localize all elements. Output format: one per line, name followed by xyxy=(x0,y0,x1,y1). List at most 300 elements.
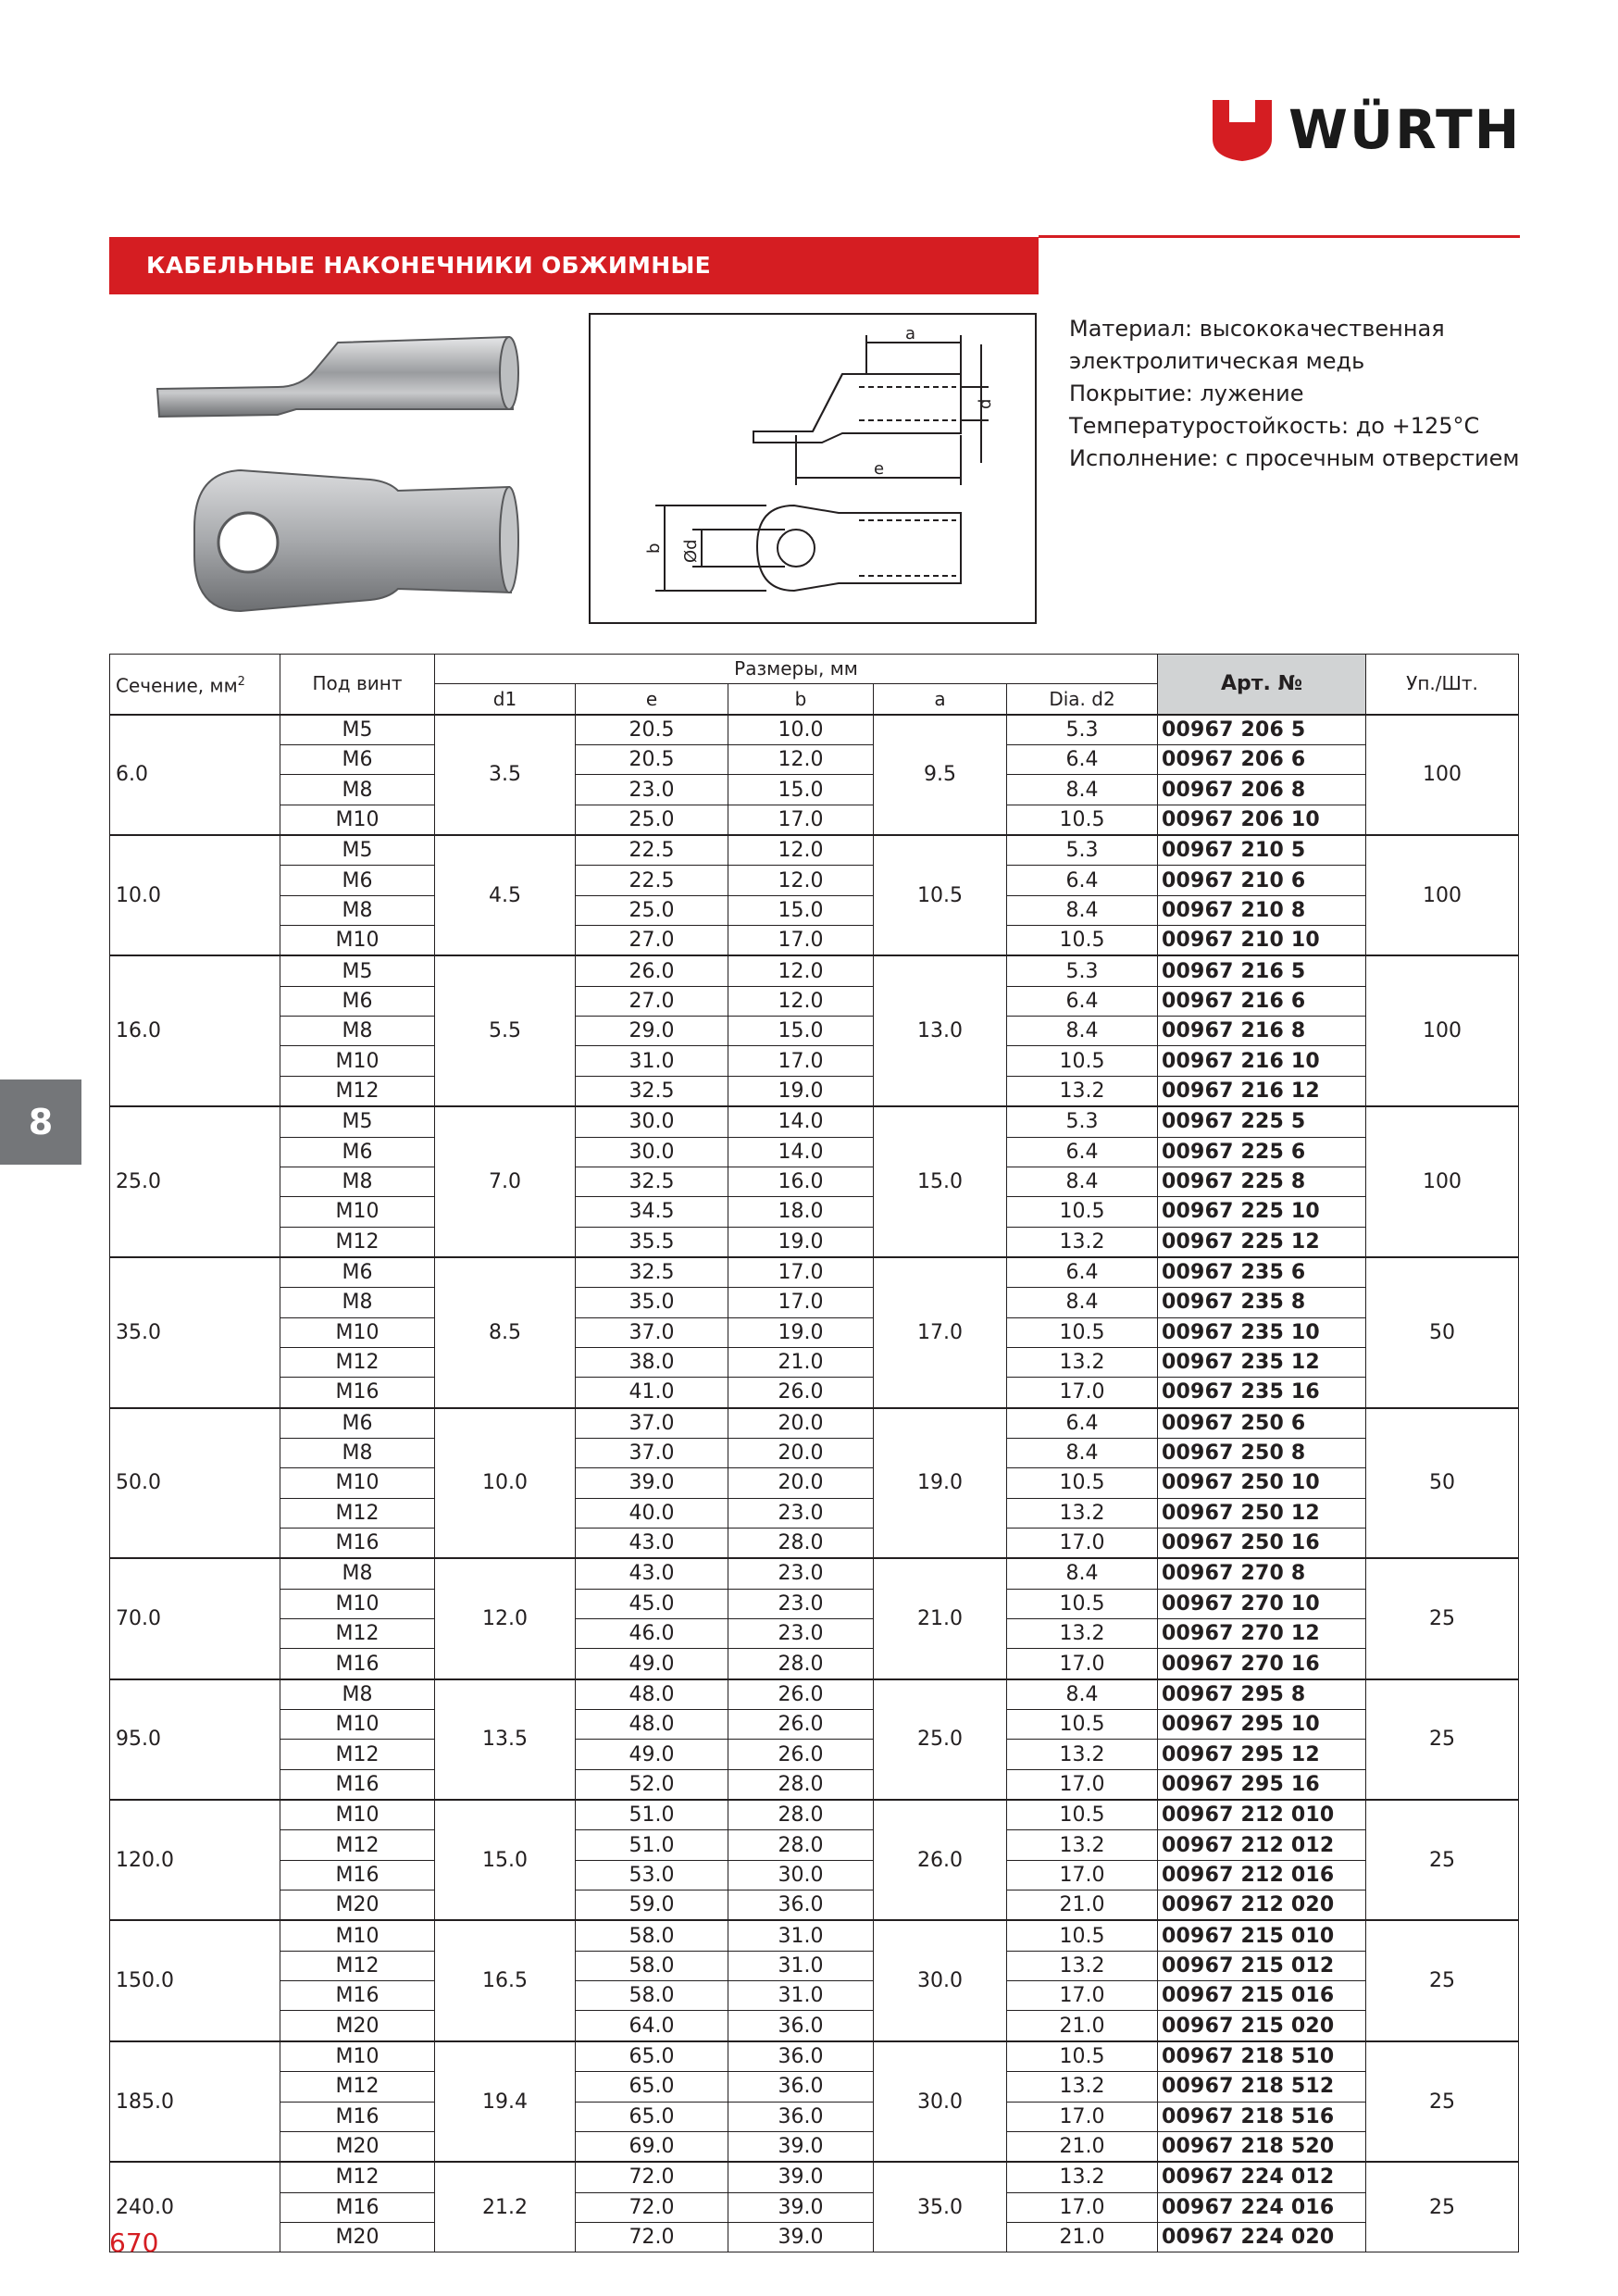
cell-art: 00967 250 8 xyxy=(1158,1438,1366,1467)
cell-b: 14.0 xyxy=(728,1137,874,1167)
table-row xyxy=(110,1558,1519,1589)
cell-art: 00967 215 016 xyxy=(1158,1981,1366,2011)
table-row xyxy=(110,2131,1519,2162)
cell-e: 32.5 xyxy=(576,1167,728,1196)
cell-b: 23.0 xyxy=(728,1619,874,1649)
table-row xyxy=(110,1769,1519,1800)
cell-screw: M20 xyxy=(280,2131,435,2162)
cell-screw: M8 xyxy=(280,895,435,925)
cell-d2: 13.2 xyxy=(1007,1619,1158,1649)
table-row xyxy=(110,2072,1519,2102)
cell-screw: M16 xyxy=(280,2192,435,2222)
cell-art: 00967 235 12 xyxy=(1158,1347,1366,1377)
cell-d2: 17.0 xyxy=(1007,1981,1158,2011)
table-row xyxy=(110,1378,1519,1408)
cell-e: 64.0 xyxy=(576,2011,728,2041)
cell-screw: M10 xyxy=(280,1710,435,1740)
cell-art: 00967 212 020 xyxy=(1158,1890,1366,1921)
cell-d2: 17.0 xyxy=(1007,1649,1158,1679)
table-row xyxy=(110,1227,1519,1257)
cell-d2: 17.0 xyxy=(1007,1769,1158,1800)
product-photo xyxy=(139,306,546,620)
table-row xyxy=(110,1498,1519,1528)
cell-d1: 12.0 xyxy=(435,1558,576,1678)
cell-a: 17.0 xyxy=(874,1257,1007,1408)
cell-d2: 10.5 xyxy=(1007,1589,1158,1618)
cell-d2: 13.2 xyxy=(1007,2162,1158,2192)
cell-d2: 17.0 xyxy=(1007,1528,1158,1558)
cell-a: 10.5 xyxy=(874,835,1007,955)
cell-e: 46.0 xyxy=(576,1619,728,1649)
cell-screw: M16 xyxy=(280,1649,435,1679)
cell-screw: M6 xyxy=(280,1257,435,1288)
cell-art: 00967 250 12 xyxy=(1158,1498,1366,1528)
cell-b: 28.0 xyxy=(728,1528,874,1558)
label-b: b xyxy=(644,543,664,554)
cell-art: 00967 212 016 xyxy=(1158,1860,1366,1890)
cell-e: 20.5 xyxy=(576,745,728,775)
cell-e: 48.0 xyxy=(576,1710,728,1740)
cell-d2: 13.2 xyxy=(1007,2072,1158,2102)
cell-d2: 10.5 xyxy=(1007,1317,1158,1347)
cell-e: 65.0 xyxy=(576,2041,728,2072)
cell-b: 17.0 xyxy=(728,1288,874,1317)
cell-d2: 13.2 xyxy=(1007,1951,1158,1980)
cell-art: 00967 216 8 xyxy=(1158,1017,1366,1046)
table-body xyxy=(110,715,1519,2252)
cell-screw: M8 xyxy=(280,1558,435,1589)
cell-screw: M6 xyxy=(280,1137,435,1167)
cell-d1: 4.5 xyxy=(435,835,576,955)
table-row xyxy=(110,1981,1519,2011)
table-row xyxy=(110,1076,1519,1106)
table-row xyxy=(110,835,1519,866)
wurth-logo-mark xyxy=(1209,96,1276,163)
cell-e: 59.0 xyxy=(576,1890,728,1921)
cell-b: 36.0 xyxy=(728,2041,874,2072)
cell-b: 12.0 xyxy=(728,835,874,866)
table-row xyxy=(110,895,1519,925)
cell-art: 00967 270 10 xyxy=(1158,1589,1366,1618)
cell-pack: 100 xyxy=(1366,715,1519,835)
cell-b: 12.0 xyxy=(728,955,874,986)
cell-e: 31.0 xyxy=(576,1046,728,1076)
cell-e: 53.0 xyxy=(576,1860,728,1890)
cell-e: 25.0 xyxy=(576,805,728,835)
cell-d2: 6.4 xyxy=(1007,866,1158,895)
table-row xyxy=(110,1438,1519,1467)
cell-e: 45.0 xyxy=(576,1589,728,1618)
cell-b: 15.0 xyxy=(728,1017,874,1046)
cell-d2: 5.3 xyxy=(1007,835,1158,866)
cell-b: 23.0 xyxy=(728,1498,874,1528)
cell-screw: M20 xyxy=(280,2222,435,2252)
cell-d2: 17.0 xyxy=(1007,1378,1158,1408)
cell-e: 43.0 xyxy=(576,1558,728,1589)
cell-b: 18.0 xyxy=(728,1197,874,1227)
cell-screw: M6 xyxy=(280,1408,435,1439)
cell-d2: 13.2 xyxy=(1007,1227,1158,1257)
cell-d2: 8.4 xyxy=(1007,1558,1158,1589)
cell-e: 35.0 xyxy=(576,1288,728,1317)
cell-d2: 10.5 xyxy=(1007,1468,1158,1498)
cell-b: 12.0 xyxy=(728,745,874,775)
cell-d2: 21.0 xyxy=(1007,1890,1158,1921)
cell-art: 00967 225 6 xyxy=(1158,1137,1366,1167)
chapter-tab: 8 xyxy=(0,1079,81,1165)
cell-screw: M12 xyxy=(280,1619,435,1649)
product-table xyxy=(109,654,1519,2252)
cell-d2: 13.2 xyxy=(1007,1347,1158,1377)
cell-section: 185.0 xyxy=(110,2041,280,2162)
cell-b: 20.0 xyxy=(728,1468,874,1498)
cell-b: 28.0 xyxy=(728,1830,874,1860)
cell-e: 32.5 xyxy=(576,1076,728,1106)
cell-b: 36.0 xyxy=(728,1890,874,1921)
cell-screw: M12 xyxy=(280,1740,435,1769)
table-row xyxy=(110,1860,1519,1890)
cell-pack: 100 xyxy=(1366,1106,1519,1257)
cell-screw: M12 xyxy=(280,1227,435,1257)
cell-e: 22.5 xyxy=(576,866,728,895)
cell-d2: 10.5 xyxy=(1007,805,1158,835)
cell-art: 00967 250 16 xyxy=(1158,1528,1366,1558)
cell-b: 39.0 xyxy=(728,2162,874,2192)
cell-art: 00967 212 012 xyxy=(1158,1830,1366,1860)
cell-section: 35.0 xyxy=(110,1257,280,1408)
table-row xyxy=(110,1408,1519,1439)
cell-screw: M16 xyxy=(280,1860,435,1890)
cell-art: 00967 224 012 xyxy=(1158,2162,1366,2192)
cell-art: 00967 210 10 xyxy=(1158,926,1366,956)
cell-art: 00967 225 10 xyxy=(1158,1197,1366,1227)
cell-art: 00967 216 12 xyxy=(1158,1076,1366,1106)
header-section: Сечение, $мм^2$ xyxy=(110,655,280,715)
cell-pack: 25 xyxy=(1366,2041,1519,2162)
table-row xyxy=(110,1679,1519,1710)
cell-d2: 5.3 xyxy=(1007,1106,1158,1137)
cell-d1: 5.5 xyxy=(435,955,576,1106)
table-row xyxy=(110,955,1519,986)
cell-art: 00967 250 10 xyxy=(1158,1468,1366,1498)
cell-screw: M8 xyxy=(280,1288,435,1317)
cell-b: 31.0 xyxy=(728,1951,874,1980)
cell-screw: M8 xyxy=(280,775,435,805)
cell-b: 39.0 xyxy=(728,2192,874,2222)
cell-e: 38.0 xyxy=(576,1347,728,1377)
cell-screw: M16 xyxy=(280,1378,435,1408)
cell-b: 14.0 xyxy=(728,1106,874,1137)
cell-screw: M10 xyxy=(280,1920,435,1951)
cell-e: 48.0 xyxy=(576,1679,728,1710)
cell-d1: 3.5 xyxy=(435,715,576,835)
cell-a: 15.0 xyxy=(874,1106,1007,1257)
cell-screw: M12 xyxy=(280,1076,435,1106)
cell-d2: 5.3 xyxy=(1007,715,1158,745)
cell-art: 00967 206 6 xyxy=(1158,745,1366,775)
cell-a: 30.0 xyxy=(874,2041,1007,2162)
cell-b: 16.0 xyxy=(728,1167,874,1196)
cell-b: 17.0 xyxy=(728,805,874,835)
cell-b: 21.0 xyxy=(728,1347,874,1377)
cell-b: 39.0 xyxy=(728,2222,874,2252)
cell-e: 49.0 xyxy=(576,1740,728,1769)
cell-screw: M10 xyxy=(280,1800,435,1830)
cell-d2: 6.4 xyxy=(1007,1137,1158,1167)
cell-b: 39.0 xyxy=(728,2131,874,2162)
cell-d2: 17.0 xyxy=(1007,2192,1158,2222)
cell-art: 00967 224 016 xyxy=(1158,2192,1366,2222)
cell-art: 00967 216 6 xyxy=(1158,986,1366,1016)
spec-line: Исполнение: с просечным отверстием xyxy=(1069,445,1520,471)
cell-b: 30.0 xyxy=(728,1860,874,1890)
table-row xyxy=(110,866,1519,895)
spec-line: электролитическая медь xyxy=(1069,348,1365,374)
table-row xyxy=(110,1347,1519,1377)
cell-screw: M10 xyxy=(280,1046,435,1076)
cell-art: 00967 215 010 xyxy=(1158,1920,1366,1951)
cell-screw: M16 xyxy=(280,1528,435,1558)
cell-b: 26.0 xyxy=(728,1378,874,1408)
table-row xyxy=(110,715,1519,745)
table-row xyxy=(110,1257,1519,1288)
cell-section: 6.0 xyxy=(110,715,280,835)
cell-d1: 13.5 xyxy=(435,1679,576,1800)
header-rule xyxy=(1039,235,1520,238)
cell-screw: M10 xyxy=(280,805,435,835)
cell-e: 69.0 xyxy=(576,2131,728,2162)
cell-d2: 17.0 xyxy=(1007,2102,1158,2131)
cell-b: 36.0 xyxy=(728,2011,874,2041)
cell-art: 00967 235 16 xyxy=(1158,1378,1366,1408)
cell-section: 120.0 xyxy=(110,1800,280,1920)
cell-art: 00967 215 020 xyxy=(1158,2011,1366,2041)
cell-e: 34.5 xyxy=(576,1197,728,1227)
wurth-logo xyxy=(1209,96,1524,170)
cell-d2: 10.5 xyxy=(1007,1710,1158,1740)
cell-section: 50.0 xyxy=(110,1408,280,1559)
cell-d2: 8.4 xyxy=(1007,1288,1158,1317)
page-number: 670 xyxy=(109,2227,159,2258)
cell-screw: M6 xyxy=(280,866,435,895)
cell-b: 17.0 xyxy=(728,1257,874,1288)
cell-art: 00967 212 010 xyxy=(1158,1800,1366,1830)
table-row xyxy=(110,1920,1519,1951)
cell-screw: M12 xyxy=(280,1498,435,1528)
cell-pack: 25 xyxy=(1366,1679,1519,1800)
cell-pack: 100 xyxy=(1366,955,1519,1106)
cell-b: 19.0 xyxy=(728,1317,874,1347)
table-row xyxy=(110,1468,1519,1498)
cell-art: 00967 206 5 xyxy=(1158,715,1366,745)
cell-screw: M10 xyxy=(280,1468,435,1498)
cell-e: 23.0 xyxy=(576,775,728,805)
table-row xyxy=(110,1649,1519,1679)
cell-d2: 13.2 xyxy=(1007,1740,1158,1769)
cell-d2: 6.4 xyxy=(1007,745,1158,775)
cell-art: 00967 225 5 xyxy=(1158,1106,1366,1137)
header-screw: Под винт xyxy=(280,655,435,715)
cell-a: 25.0 xyxy=(874,1679,1007,1800)
cell-screw: M8 xyxy=(280,1438,435,1467)
cell-e: 37.0 xyxy=(576,1408,728,1439)
cell-e: 20.5 xyxy=(576,715,728,745)
cell-e: 25.0 xyxy=(576,895,728,925)
cell-e: 43.0 xyxy=(576,1528,728,1558)
header-e: e xyxy=(576,684,728,715)
table-row xyxy=(110,1046,1519,1076)
table-row xyxy=(110,1288,1519,1317)
cell-b: 26.0 xyxy=(728,1679,874,1710)
cell-b: 26.0 xyxy=(728,1710,874,1740)
cell-b: 17.0 xyxy=(728,1046,874,1076)
cell-e: 22.5 xyxy=(576,835,728,866)
cell-art: 00967 295 8 xyxy=(1158,1679,1366,1710)
cell-d2: 10.5 xyxy=(1007,1046,1158,1076)
cell-b: 28.0 xyxy=(728,1649,874,1679)
label-d1: Ød xyxy=(681,539,701,563)
cell-d2: 17.0 xyxy=(1007,1860,1158,1890)
cell-e: 58.0 xyxy=(576,1920,728,1951)
table-row xyxy=(110,805,1519,835)
cell-d1: 21.2 xyxy=(435,2162,576,2252)
table-row xyxy=(110,986,1519,1016)
cell-d2: 13.2 xyxy=(1007,1076,1158,1106)
cell-screw: M8 xyxy=(280,1679,435,1710)
cell-b: 28.0 xyxy=(728,1769,874,1800)
cell-screw: M12 xyxy=(280,1951,435,1980)
cell-b: 15.0 xyxy=(728,775,874,805)
cell-e: 41.0 xyxy=(576,1378,728,1408)
cell-b: 23.0 xyxy=(728,1589,874,1618)
header-d1: d1 xyxy=(435,684,576,715)
cell-b: 19.0 xyxy=(728,1076,874,1106)
cell-pack: 25 xyxy=(1366,1800,1519,1920)
cell-e: 51.0 xyxy=(576,1800,728,1830)
cell-art: 00967 270 8 xyxy=(1158,1558,1366,1589)
cell-screw: M6 xyxy=(280,986,435,1016)
cell-e: 29.0 xyxy=(576,1017,728,1046)
cell-section: 10.0 xyxy=(110,835,280,955)
cell-d1: 8.5 xyxy=(435,1257,576,1408)
table-row xyxy=(110,1137,1519,1167)
cell-art: 00967 218 510 xyxy=(1158,2041,1366,2072)
label-d: d xyxy=(976,398,995,409)
cell-art: 00967 250 6 xyxy=(1158,1408,1366,1439)
table-row xyxy=(110,2162,1519,2192)
cell-screw: M8 xyxy=(280,1167,435,1196)
table-row xyxy=(110,1317,1519,1347)
cell-section: 25.0 xyxy=(110,1106,280,1257)
cell-section: 95.0 xyxy=(110,1679,280,1800)
cell-d2: 8.4 xyxy=(1007,1438,1158,1467)
cell-d2: 21.0 xyxy=(1007,2011,1158,2041)
label-a: a xyxy=(905,324,916,343)
cell-art: 00967 225 8 xyxy=(1158,1167,1366,1196)
cell-b: 36.0 xyxy=(728,2102,874,2131)
cell-e: 27.0 xyxy=(576,986,728,1016)
cell-art: 00967 235 8 xyxy=(1158,1288,1366,1317)
cell-section: 240.0 xyxy=(110,2162,280,2252)
table-row xyxy=(110,1106,1519,1137)
cell-e: 72.0 xyxy=(576,2222,728,2252)
cell-e: 58.0 xyxy=(576,1951,728,1980)
cell-e: 65.0 xyxy=(576,2072,728,2102)
cell-art: 00967 295 10 xyxy=(1158,1710,1366,1740)
cell-art: 00967 270 12 xyxy=(1158,1619,1366,1649)
cell-d2: 13.2 xyxy=(1007,1498,1158,1528)
cell-screw: M5 xyxy=(280,835,435,866)
header-d2: Dia. d2 xyxy=(1007,684,1158,715)
cell-b: 28.0 xyxy=(728,1800,874,1830)
cell-d2: 10.5 xyxy=(1007,926,1158,956)
cell-b: 12.0 xyxy=(728,986,874,1016)
cell-screw: M8 xyxy=(280,1017,435,1046)
cell-b: 20.0 xyxy=(728,1408,874,1439)
cell-e: 72.0 xyxy=(576,2192,728,2222)
cell-b: 10.0 xyxy=(728,715,874,745)
header-dimensions: Размеры, мм xyxy=(435,655,1158,684)
cell-a: 21.0 xyxy=(874,1558,1007,1678)
cell-screw: M5 xyxy=(280,715,435,745)
cell-screw: M20 xyxy=(280,1890,435,1921)
cell-screw: M12 xyxy=(280,2162,435,2192)
cell-pack: 25 xyxy=(1366,1920,1519,2040)
table-row xyxy=(110,1619,1519,1649)
technical-drawing xyxy=(589,313,1037,624)
cell-art: 00967 206 8 xyxy=(1158,775,1366,805)
label-e: e xyxy=(874,459,885,479)
cell-d2: 10.5 xyxy=(1007,1800,1158,1830)
table-row xyxy=(110,2222,1519,2252)
cell-e: 27.0 xyxy=(576,926,728,956)
cell-art: 00967 218 512 xyxy=(1158,2072,1366,2102)
cell-d1: 15.0 xyxy=(435,1800,576,1920)
table-row xyxy=(110,2011,1519,2041)
cell-b: 12.0 xyxy=(728,866,874,895)
cell-b: 23.0 xyxy=(728,1558,874,1589)
table-row xyxy=(110,2102,1519,2131)
cell-screw: M5 xyxy=(280,955,435,986)
product-specs xyxy=(1069,313,1532,475)
cell-art: 00967 235 10 xyxy=(1158,1317,1366,1347)
table-row xyxy=(110,1197,1519,1227)
cell-a: 9.5 xyxy=(874,715,1007,835)
cell-section: 70.0 xyxy=(110,1558,280,1678)
cell-a: 30.0 xyxy=(874,1920,1007,2040)
cell-art: 00967 270 16 xyxy=(1158,1649,1366,1679)
cell-d2: 8.4 xyxy=(1007,1679,1158,1710)
table-row xyxy=(110,745,1519,775)
cell-a: 35.0 xyxy=(874,2162,1007,2252)
cell-screw: M12 xyxy=(280,1347,435,1377)
cell-a: 13.0 xyxy=(874,955,1007,1106)
cell-d1: 7.0 xyxy=(435,1106,576,1257)
header-b: b xyxy=(728,684,874,715)
cell-screw: M10 xyxy=(280,1317,435,1347)
cell-d1: 10.0 xyxy=(435,1408,576,1559)
spec-line: Покрытие: лужение xyxy=(1069,381,1304,406)
cell-art: 00967 210 8 xyxy=(1158,895,1366,925)
cell-e: 39.0 xyxy=(576,1468,728,1498)
cell-b: 15.0 xyxy=(728,895,874,925)
cell-b: 20.0 xyxy=(728,1438,874,1467)
cell-section: 150.0 xyxy=(110,1920,280,2040)
cell-screw: M16 xyxy=(280,1981,435,2011)
cell-d1: 19.4 xyxy=(435,2041,576,2162)
cell-d2: 8.4 xyxy=(1007,1017,1158,1046)
cell-e: 51.0 xyxy=(576,1830,728,1860)
